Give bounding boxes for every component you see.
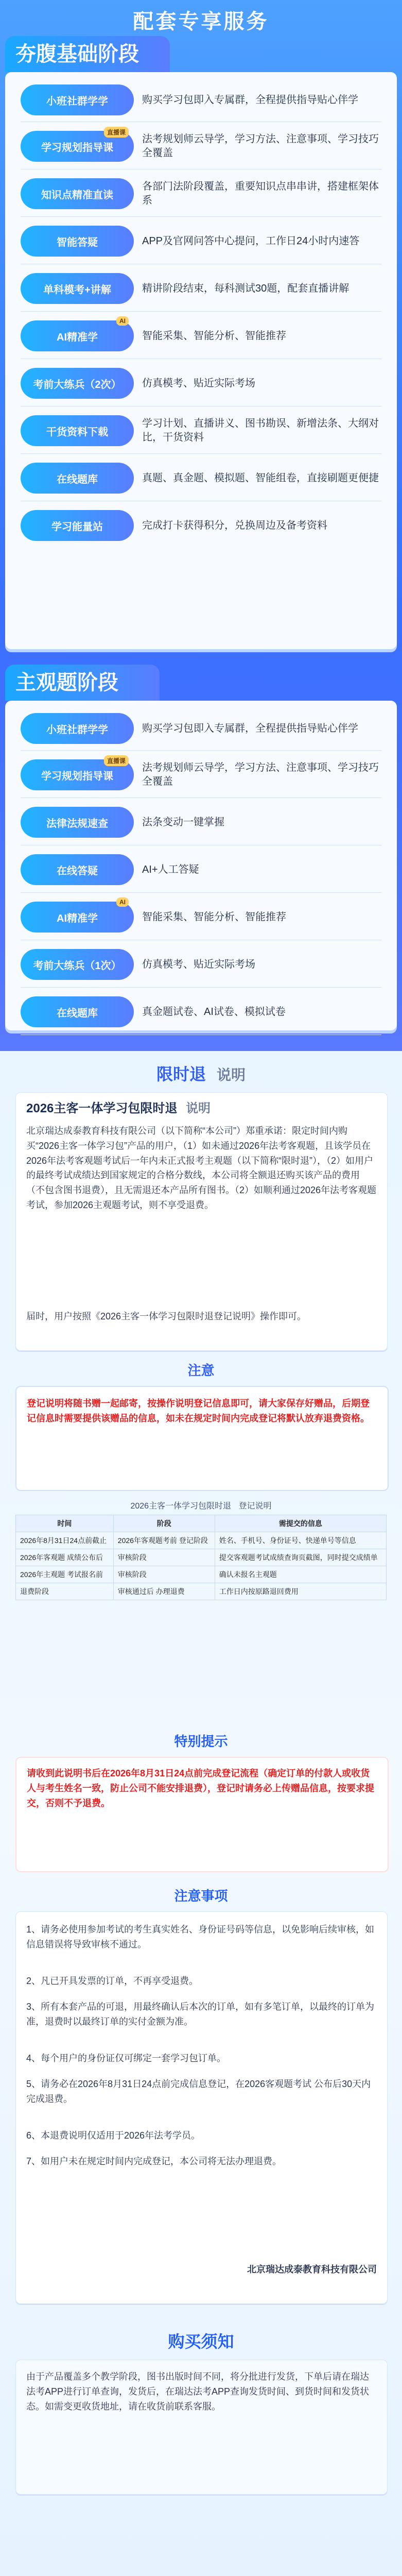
table-cell: 姓名、手机号、身份证号、快递单号等信息: [215, 1532, 386, 1549]
stage1-row: [21, 463, 381, 494]
stage2-card: [5, 701, 397, 1030]
stage1-label: [21, 317, 134, 351]
stage2-label: 小班社群学学: [21, 713, 134, 744]
company-name: 北京瑞达成泰教育科技有限公司: [247, 2264, 377, 2275]
stage1-row: [21, 226, 381, 257]
table-cell: 工作日内按原路退回费用: [215, 1583, 386, 1600]
ai-badge: AI: [116, 316, 129, 326]
table-row: [16, 1549, 387, 1566]
notice-item: 2、凡已开具发票的订单，不再享受退费。: [26, 1976, 199, 1986]
stage1-row: [21, 368, 381, 399]
table-cell: 审核阶段: [113, 1566, 215, 1583]
table-title: [15, 1499, 387, 1511]
notice-item: 1、请务必使用参加考试的考生真实姓名、身份证号码等信息，以免影响后续审核，如信息错误将导致审核不通过。: [26, 1924, 375, 1950]
divider: [21, 987, 381, 988]
stage1-text: 智能采集、智能分析、智能推荐: [142, 330, 286, 342]
note-text: 登记说明将随书赠一起邮寄，按操作说明登记信息即可，请大家保存好赠品，后期登记信息时需要提供该赠品的信息，如未在规定时间内完成登记将默认放弃退费资格。: [27, 1398, 370, 1423]
table-header: 时间: [16, 1515, 114, 1532]
limit-title: [0, 1061, 402, 1085]
purchase-title: 购买须知: [168, 2332, 234, 2351]
stage1-label: 在线题库: [21, 463, 134, 494]
stage2-label-text: 学习规划指导课: [41, 770, 113, 782]
limit-subtitle-main: 2026主客一体学习包限时退: [26, 1101, 178, 1115]
stage2-text: 购买学习包即入专属群，全程提供指导贴心伴学: [142, 722, 358, 734]
stage1-label-text: 学习规划指导课: [41, 142, 113, 154]
limit-subtitle-suffix: 说明: [186, 1101, 211, 1115]
divider: [21, 216, 381, 217]
stage1-title: 夯腹基础阶段: [5, 36, 170, 72]
stage1-label-text: AI精准学: [57, 331, 98, 343]
table-header: 需提交的信息: [215, 1515, 386, 1532]
stage2-text: 智能采集、智能分析、智能推荐: [142, 911, 286, 923]
stage1-row: [21, 178, 381, 209]
stage1-label: 学习能量站: [21, 510, 134, 541]
stage2-label: 法律法规速查: [21, 807, 134, 838]
limit-title-suffix: 说明: [216, 1067, 246, 1083]
note-title: 注意: [187, 1363, 215, 1378]
divider: [21, 892, 381, 893]
stage2-text: 法条变动一键掌握: [142, 816, 224, 828]
table-row: [16, 1532, 387, 1549]
stage2-row: [21, 899, 381, 933]
table-cell: 审核通过后 办理退费: [113, 1583, 215, 1600]
divider: [21, 750, 381, 751]
stage2-label: [21, 899, 134, 933]
stage1-row: [21, 317, 381, 351]
stage1-text: 各部门法阶段覆盖，重要知识点串串讲，搭建框架体系: [142, 181, 379, 206]
table-cell: 2026年主观题 考试报名前: [16, 1566, 114, 1583]
stage2-text: 法考规划师云导学，学习方法、注意事项、学习技巧全覆盖: [142, 762, 379, 787]
notice-panel: [15, 1911, 388, 2304]
stage1-row: [21, 273, 381, 304]
stage2-row: [21, 807, 381, 838]
stage1-text: 购买学习包即入专属群，全程提供指导贴心伴学: [142, 94, 358, 106]
stage1-text: 完成打卡获得积分，兑换周边及备考资料: [142, 519, 327, 531]
table-cell: 审核阶段: [113, 1549, 215, 1566]
stage1-label: 干货资料下载: [21, 415, 134, 446]
limit-title-main: 限时退: [156, 1065, 206, 1083]
table-cell: 2026年客观题考前 登记阶段: [113, 1532, 215, 1549]
stage1-row: [21, 415, 381, 446]
notice-title: 注意事项: [174, 1888, 228, 1904]
stage2-text: 仿真模考、贴近实际考场: [142, 958, 255, 970]
stage2-title: 主观题阶段: [5, 665, 160, 701]
table-row: [16, 1566, 387, 1583]
stage1-label: 考前大练兵（2次）: [21, 368, 134, 399]
ai-badge: AI: [116, 897, 129, 907]
stage1-label: 知识点精准直读: [21, 178, 134, 209]
table-header-row: [16, 1515, 387, 1532]
live-badge: 直播课: [104, 755, 129, 766]
refund-table: [15, 1515, 387, 1600]
stage1-row: [21, 84, 381, 115]
notice-item: 5、请务必在2026年8月31日24点前完成信息登记，在2026客观题考试 公布后30天内完成退费。: [26, 2079, 371, 2104]
notice-item: 6、本退费说明仅适用于2026年法考学员。: [26, 2130, 201, 2141]
table-cell: 确认未报名主观题: [215, 1566, 386, 1583]
stage2-label: [21, 759, 134, 790]
stage1-row: [21, 510, 381, 541]
stage2-text: AI+人工答疑: [142, 863, 199, 875]
stage2-row: [21, 949, 381, 980]
special-title: 特别提示: [174, 1734, 228, 1749]
stage1-label: 小班社群学学: [21, 84, 134, 115]
stage1-text: 仿真模考、贴近实际考场: [142, 377, 255, 389]
stage1-text: 精讲阶段结束，每科测试30题，配套直播讲解: [142, 282, 349, 294]
table-cell: 2026年8月31日24点前截止: [16, 1532, 114, 1549]
table-row: [16, 1583, 387, 1600]
stage2-row: [21, 854, 381, 885]
divider: [21, 311, 381, 312]
page-title: 配套专享服务: [133, 10, 269, 33]
live-badge: 直播课: [104, 127, 129, 138]
divider: [21, 453, 381, 454]
notice-item: 4、每个用户的身份证仅可绑定一套学习包订单。: [26, 2053, 226, 2063]
stage2-label-text: AI精准学: [57, 912, 98, 924]
stage2-text: 真金题试卷、AI试卷、模拟试卷: [142, 1006, 286, 1018]
table-cell: 2026年客观题 成绩公布后: [16, 1549, 114, 1566]
table-cell: 提交客观题考试成绩查询页截图，同时提交成绩单: [215, 1549, 386, 1566]
stage2-row: [21, 713, 381, 744]
note-box: [15, 1386, 389, 1491]
stage1-card: [5, 72, 397, 649]
special-text: 请收到此说明书后在2026年8月31日24点前完成登记流程（确定订单的付款人或收货人与考生姓名一致，防止公司不能安排退费），登记时请务必上传赠品信息，按要求提交，否则不予退费。: [27, 1768, 374, 1808]
limit-subtitle: [26, 1098, 211, 1116]
stage2-label: 在线答疑: [21, 854, 134, 885]
limit-panel: [15, 1092, 388, 1351]
notice-item: 3、所有本套产品的可退，用最终确认后本次的订单，如有多笔订单，以最终的订单为准，退费时以最终订单的实付金额为准。: [26, 2002, 375, 2027]
stage1-text: 法考规划师云导学，学习方法、注意事项、学习技巧全覆盖: [142, 133, 379, 159]
stage1-text: 学习计划、直播讲义、图书勘误、新增法条、大纲对比，干货资料: [142, 418, 379, 443]
notice-item: 7、如用户未在规定时间内完成登记，本公司将无法办理退费。: [26, 2156, 282, 2166]
stage2-label: 在线题库: [21, 996, 134, 1027]
divider: [21, 169, 381, 170]
table-title-main: 2026主客一体学习包限时退: [130, 1502, 232, 1511]
stage2-row: [21, 759, 381, 790]
purchase-text: 由于产品覆盖多个教学阶段，图书出版时间不同，将分批进行发货，下单后请在瑞达法考APP进行订单查询，发货后，在瑞达法考APP查询发货时间、到货时间和发货状态。如需变更收货地址，请在收货前联系客服。: [26, 2371, 370, 2412]
stage1-label: [21, 131, 134, 162]
table-header: 阶段: [113, 1515, 215, 1532]
stage2-row: [21, 996, 381, 1027]
table-cell: 退费阶段: [16, 1583, 114, 1600]
limit-body: 北京瑞达成泰教育科技有限公司（以下简称“本公司”）郑重承诺：限定时间内购买“2026主客一体学习包”产品的用户，（1）如未通过2026年法考客观题，且该学员在2026年法考客观题考试后一年内未正式报考主观题（以下简称“限时退”），（2）如用户的最终考试成绩达到国家规定的合格分数线，本公司将全额退还购买该产品的费用（不包含图书退费），且无需退还本产品所有图书。（2）如顺利通过2026年法考客观题考试，参加2026主观题考试，则不享受退费。: [26, 1126, 377, 1210]
limit-body-2: 届时，用户按照《2026主客一体学习包限时退登记说明》操作即可。: [26, 1311, 307, 1321]
stage1-row: [21, 131, 381, 162]
stage1-label: 单科模考+讲解: [21, 273, 134, 304]
stage1-text: 真题、真金题、模拟题、智能组卷，直接刷题更便捷: [142, 472, 379, 484]
purchase-panel: [15, 2360, 388, 2495]
stage1-text: APP及官网问答中心提问，工作日24小时内速答: [142, 235, 360, 247]
stage2-label: 考前大练兵（1次）: [21, 949, 134, 980]
stage1-label: 智能答疑: [21, 226, 134, 257]
table-title-caption: 登记说明: [238, 1502, 272, 1511]
special-box: [15, 1757, 389, 1872]
